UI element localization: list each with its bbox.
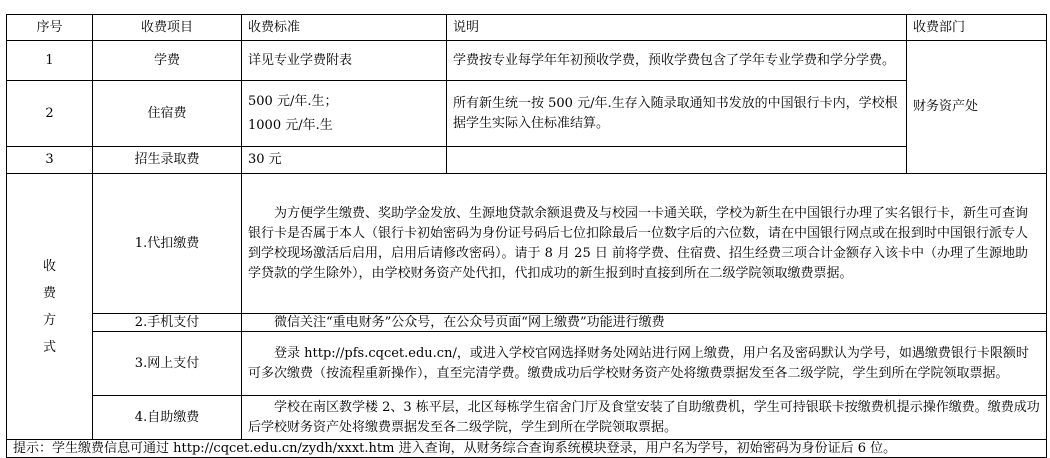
fee-row — [7, 41, 1047, 81]
payment-row — [7, 314, 1047, 332]
fee-item: 学费 — [93, 41, 242, 81]
payment-method-label — [7, 174, 93, 440]
fee-department: 财务资产处 — [907, 41, 1047, 174]
footer-note: 提示：学生缴费信息可通过 http://cqcet.edu.cn/zydh/xxxt.htm 进入查询，从财务综合查询系统模块登录，用户名为学号，初始密码为身份证后 6 位。 — [7, 440, 1047, 458]
payment-method-name: 2.手机支付 — [93, 314, 242, 332]
fee-row — [7, 81, 1047, 147]
header-department: 收费部门 — [907, 15, 1047, 41]
payment-method-description: 学校在南区教学楼 2、3 栋平层，北区每栋学生宿舍门厅及食堂安装了自助缴费机，学生可持银联卡按缴费机提示操作缴费。缴费成功后学校财务资产处将缴费票据发至各二级学院，学生到所在学院领取票据。 — [242, 396, 1047, 440]
payment-method-name: 3.网上支付 — [93, 332, 242, 396]
payment-method-description: 微信关注“重电财务”公众号，在公众号页面“网上缴费”功能进行缴费 — [242, 314, 1047, 332]
table-header-row — [7, 15, 1047, 41]
fee-row — [7, 147, 1047, 174]
payment-method-description: 为方便学生缴费、奖助学金发放、生源地贷款余额退费及与校园一卡通关联，学校为新生在中国银行办理了实名银行卡，新生可查询银行卡是否属于本人（银行卡初始密码为身份证号码后七位扣除最后一位数字后的六位数，请在中国银行网点或在报到时中国银行派专人到学校现场激活后启用，启用后请修改密码）。请于 8 月 25 日 前将学费、住宿费、招生经费三项合计金额存入该卡中（办理了生源地助学贷款的学生除外），由学校财务资产处代扣，代扣成功的新生报到时直接到所在二级学院领取缴费票据。 — [242, 174, 1047, 314]
fee-description: 所有新生统一按 500 元/年.生存入随录取通知书发放的中国银行卡内，学校根据学生实际入住标准结算。 — [447, 81, 907, 147]
header-description: 说明 — [447, 15, 907, 41]
fee-item: 住宿费 — [93, 81, 242, 147]
footer-row — [7, 440, 1047, 458]
fee-description: 学费按专业每学年年初预收学费，预收学费包含了学年专业学费和学分学费。 — [447, 41, 907, 81]
payment-row — [7, 396, 1047, 440]
payment-method-name: 1.代扣缴费 — [93, 174, 242, 314]
payment-method-description: 登录 http://pfs.cqcet.edu.cn/，或进入学校官网选择财务处网站进行网上缴费，用户名及密码默认为学号，如遇缴费银行卡限额时可多次缴费（按流程重新操作），直至完清学费。缴费成功后学校财务资产处将缴费票据发至各二级学院，学生到所在学院领取票据。 — [242, 332, 1047, 396]
fee-index: 2 — [7, 81, 93, 147]
fee-standard-line: 1000 元/年.生 — [248, 117, 333, 133]
fee-index: 1 — [7, 41, 93, 81]
payment-label-char: 收 — [42, 258, 56, 274]
payment-row — [7, 174, 1047, 314]
fee-standard: 详见专业学费附表 — [242, 41, 447, 81]
payment-label-char: 式 — [42, 339, 56, 355]
payment-label-char: 费 — [42, 285, 56, 301]
fee-standard: 30 元 — [242, 147, 447, 174]
fee-standard — [242, 81, 447, 147]
fee-table — [6, 14, 1047, 458]
fee-standard-line: 500 元/年.生； — [248, 93, 338, 109]
payment-label-char: 方 — [42, 312, 56, 328]
fee-description — [447, 147, 907, 174]
payment-row — [7, 332, 1047, 396]
header-index: 序号 — [7, 15, 93, 41]
fee-index: 3 — [7, 147, 93, 174]
payment-method-name: 4.自助缴费 — [93, 396, 242, 440]
fee-item: 招生录取费 — [93, 147, 242, 174]
header-item: 收费项目 — [93, 15, 242, 41]
header-standard: 收费标准 — [242, 15, 447, 41]
